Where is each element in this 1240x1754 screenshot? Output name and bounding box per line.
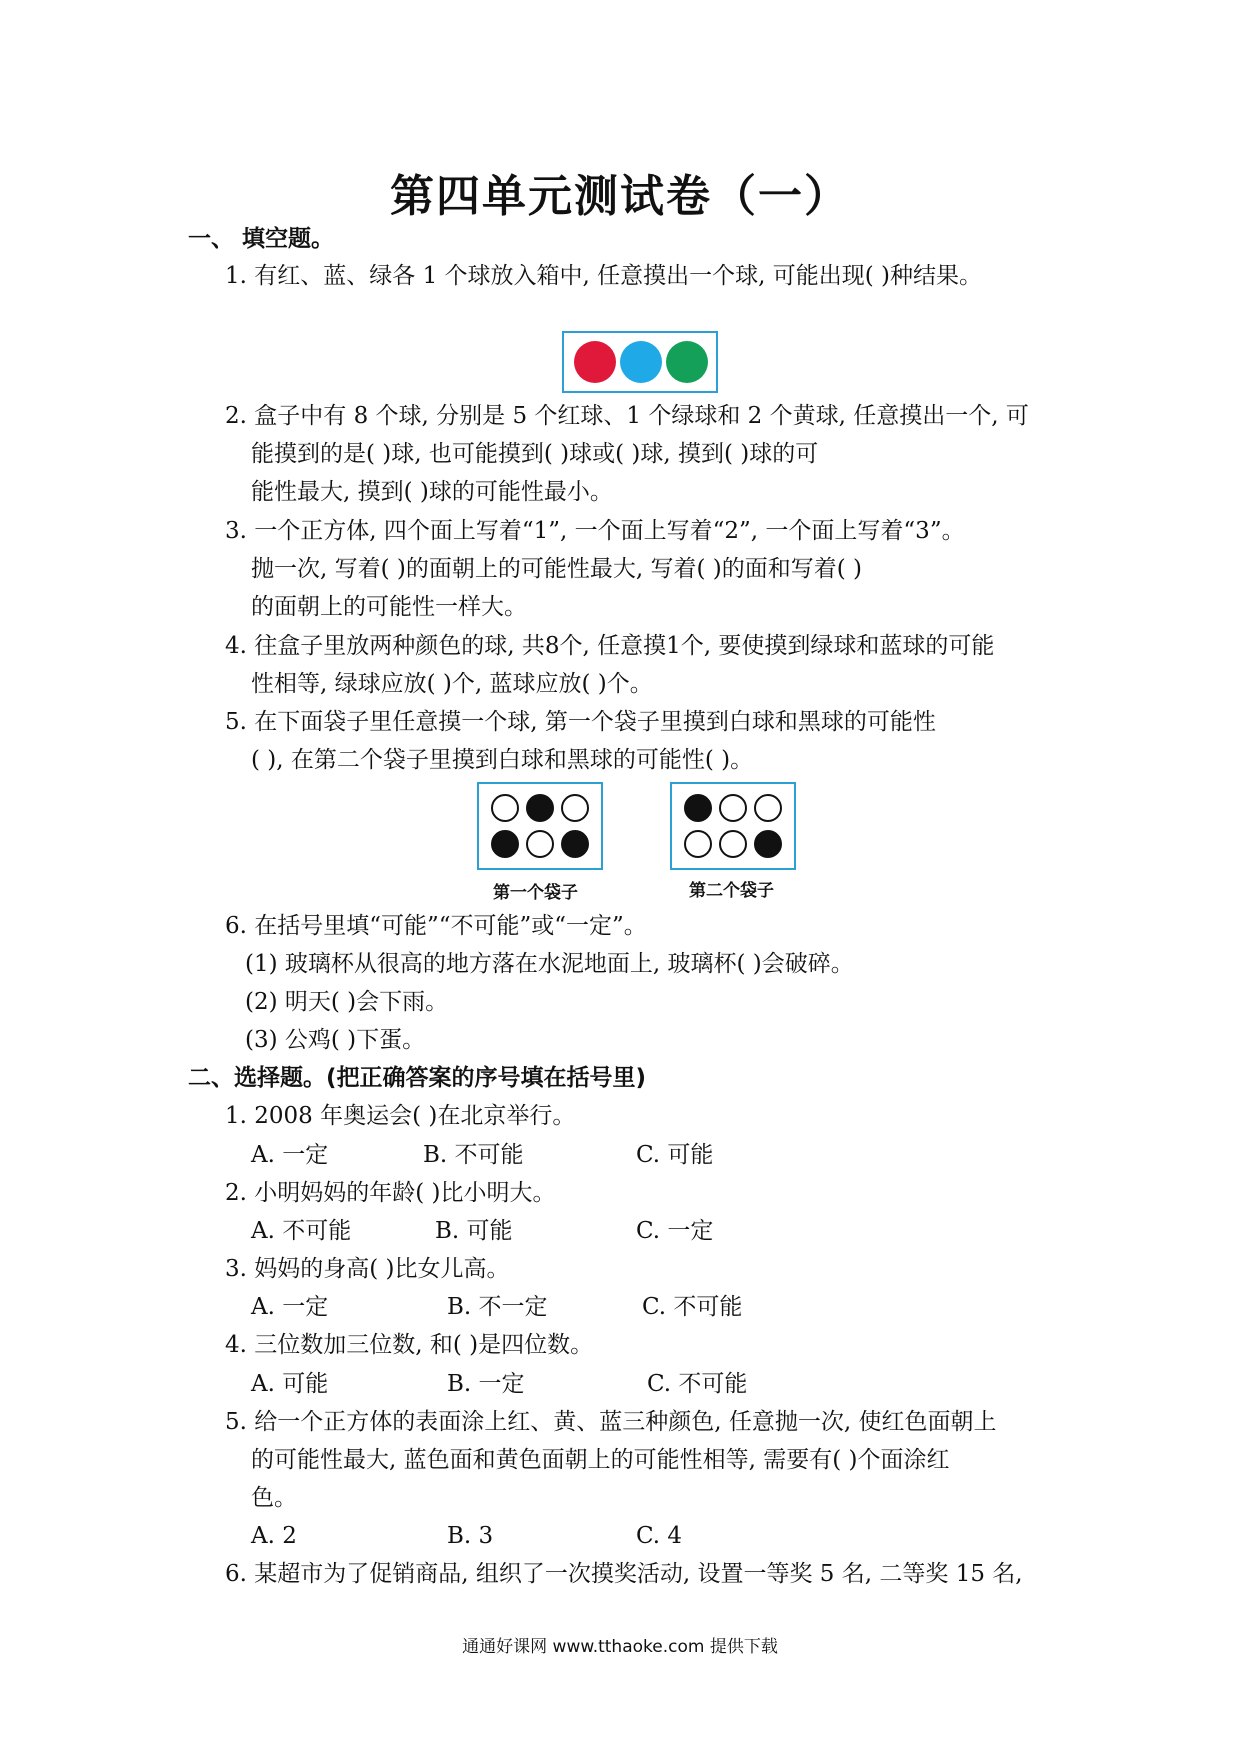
question-1: 1. 有红、蓝、绿各 1 个球放入箱中, 任意摸出一个球, 可能出现( )种结果。	[225, 263, 983, 289]
bag-1	[477, 782, 603, 870]
bag-2-ball	[684, 830, 712, 858]
bag-2-ball	[754, 794, 782, 822]
choice-5-option-c: C. 4	[636, 1523, 683, 1549]
bag-2	[670, 782, 796, 870]
choice-2-option-c: C. 一定	[636, 1218, 714, 1244]
ball-box	[562, 331, 718, 393]
bag-1-ball	[526, 830, 554, 858]
choice-6-line-1: 6. 某超市为了促销商品, 组织了一次摸奖活动, 设置一等奖 5 名, 二等奖 15 名,	[225, 1561, 1023, 1587]
choice-4-option-b: B. 一定	[447, 1371, 525, 1397]
bag-1-ball	[526, 794, 554, 822]
page-footer: 通通好课网 www.tthaoke.com 提供下载	[462, 1637, 778, 1657]
question-6-sub-2: (2) 明天( )会下雨。	[245, 989, 449, 1015]
choice-5-line-2: 的可能性最大, 蓝色面和黄色面朝上的可能性相等, 需要有( )个面涂红	[251, 1447, 950, 1473]
choice-3-option-a: A. 一定	[251, 1294, 329, 1320]
choice-1-option-b: B. 不可能	[423, 1142, 524, 1168]
bag-2-caption: 第二个袋子	[689, 881, 774, 901]
question-6: 6. 在括号里填“可能”“不可能”或“一定”。	[225, 913, 647, 939]
question-3-line-2: 抛一次, 写着( )的面朝上的可能性最大, 写着( )的面和写着( )	[251, 556, 863, 582]
question-3-line-1: 3. 一个正方体, 四个面上写着“1”, 一个面上写着“2”, 一个面上写着“3”。	[225, 518, 965, 544]
choice-1-option-c: C. 可能	[636, 1142, 714, 1168]
question-6-sub-3: (3) 公鸡( )下蛋。	[245, 1027, 426, 1053]
page-title: 第四单元测试卷（一）	[390, 171, 850, 222]
section-fill-blank-heading: 一、 填空题。	[188, 226, 335, 252]
choice-2-option-a: A. 不可能	[251, 1218, 352, 1244]
question-4-line-1: 4. 往盒子里放两种颜色的球, 共8个, 任意摸1个, 要使摸到绿球和蓝球的可能	[225, 633, 995, 659]
question-5-line-1: 5. 在下面袋子里任意摸一个球, 第一个袋子里摸到白球和黑球的可能性	[225, 709, 936, 735]
question-6-sub-1: (1) 玻璃杯从很高的地方落在水泥地面上, 玻璃杯( )会破碎。	[245, 951, 854, 977]
question-2-line-2: 能摸到的是( )球, 也可能摸到( )球或( )球, 摸到( )球的可	[251, 441, 819, 467]
question-3-line-3: 的面朝上的可能性一样大。	[251, 594, 527, 620]
bag-1-caption: 第一个袋子	[493, 883, 578, 903]
choice-1-stem: 1. 2008 年奥运会( )在北京举行。	[225, 1103, 576, 1129]
bag-2-ball	[719, 794, 747, 822]
choice-5-line-3: 色。	[251, 1485, 297, 1511]
bag-2-ball	[684, 794, 712, 822]
question-2-line-3: 能性最大, 摸到( )球的可能性最小。	[251, 479, 613, 505]
green-ball	[666, 341, 708, 383]
choice-3-stem: 3. 妈妈的身高( )比女儿高。	[225, 1256, 510, 1282]
choice-3-option-b: B. 不一定	[447, 1294, 548, 1320]
choice-2-stem: 2. 小明妈妈的年龄( )比小明大。	[225, 1180, 556, 1206]
choice-5-option-b: B. 3	[447, 1523, 494, 1549]
bag-1-ball	[561, 830, 589, 858]
blue-ball	[620, 341, 662, 383]
question-5-line-2: ( ), 在第二个袋子里摸到白球和黑球的可能性( )。	[251, 747, 754, 773]
choice-3-option-c: C. 不可能	[642, 1294, 743, 1320]
choice-1-option-a: A. 一定	[251, 1142, 329, 1168]
bag-2-ball	[719, 830, 747, 858]
red-ball	[574, 341, 616, 383]
bag-1-ball	[561, 794, 589, 822]
choice-5-line-1: 5. 给一个正方体的表面涂上红、黄、蓝三种颜色, 任意抛一次, 使红色面朝上	[225, 1409, 997, 1435]
choice-4-stem: 4. 三位数加三位数, 和( )是四位数。	[225, 1332, 594, 1358]
question-4-line-2: 性相等, 绿球应放( )个, 蓝球应放( )个。	[251, 671, 653, 697]
choice-5-option-a: A. 2	[251, 1523, 297, 1549]
bag-2-ball	[754, 830, 782, 858]
choice-4-option-a: A. 可能	[251, 1371, 329, 1397]
bag-1-ball	[491, 794, 519, 822]
choice-4-option-c: C. 不可能	[647, 1371, 748, 1397]
question-2-line-1: 2. 盒子中有 8 个球, 分别是 5 个红球、1 个绿球和 2 个黄球, 任意摸出一个, 可	[225, 403, 1029, 429]
choice-2-option-b: B. 可能	[435, 1218, 513, 1244]
bag-1-ball	[491, 830, 519, 858]
section-choice-heading: 二、选择题。(把正确答案的序号填在括号里)	[188, 1065, 647, 1091]
